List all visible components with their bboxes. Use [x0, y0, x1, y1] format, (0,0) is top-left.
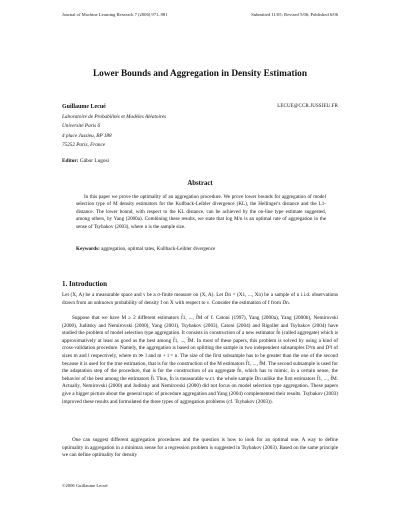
- keywords: [76, 246, 326, 252]
- paragraph: One can suggest different aggregation procedures and the question is how to look for an optimal one. A way to define optimality in aggregation in a minimax sense for a regression problem is suggested in Tsybakov (2003). Based on the same principle we can define optimality for density: [62, 437, 338, 459]
- paragraph: Let (X, A) be a measurable space and ν be a σ-finite measure on (X, A). Let Dn = (X1, ..., Xn) be a sample of n i.i.d. observations drawn from an unknown probability of density f on X with respect to ν. Consider the estimation of f from Dn.: [62, 292, 338, 306]
- editor-label: Editor:: [62, 158, 79, 164]
- affiliation-line: Laboratoire de Probabilités et Modèles Aléatoires: [62, 114, 167, 120]
- abstract-text: In this paper we prove the optimality of an aggregation procedure. We prove lower bounds for aggregation of model selection type of M density estimators for the Kullback-Leibler divergence (KL), the Hellinger's distance and the L1-distance. The lower bound, with respect to the KL distance, can be achieved by the on-line type estimate suggested, among others, by Yang (2000a). Combining these results, we state that log M/n is an optimal rate of aggregation in the sense of Tsybakov (2003), where n is the sample size.: [76, 194, 326, 230]
- journal-header: Journal of Machine Learning Research 7 (2006) 971–981: [62, 12, 168, 17]
- affiliation-line: Université Paris 6: [62, 123, 101, 130]
- author-email: LECUE@CCR.JUSSIEU.FR: [277, 104, 338, 109]
- affiliation-line: 75252 Paris, France: [62, 141, 106, 148]
- editor-name: Gábor Lugosi: [79, 158, 110, 164]
- affiliation-line: 4 place Jussieu, BP 188: [62, 132, 112, 139]
- keywords-label: Keywords:: [76, 246, 100, 252]
- editor-line: [62, 158, 109, 164]
- submission-dates: Submitted 11/05; Revised 5/06; Published 6/06: [251, 12, 338, 17]
- abstract-heading: Abstract: [187, 180, 213, 187]
- author-name: Guillaume Lecué: [62, 104, 106, 110]
- copyright-footer: ©2006 Guillaume Lecué.: [62, 483, 109, 488]
- paragraph: Suppose that we have M ≥ 2 different estimators f̂1, ..., f̂M of f. Catoni (1997), Yang (2000a), Yang (2000b), Nemirovski (2000), Juditsky and Nemirovski (2000), Yang (2001), Tsybakov (2003), Catoni (2004) and Rigollet and Tsybakov (2004) have studied the problem of model selection type aggregation. It consists in construction of a new estimator f̃n (called aggregate) which is approximatively at least as good as the best among f̂1, ..., f̂M. In most of these papers, this problem is solved by using a kind of cross-validation procedure. Namely, the aggregation is based on splitting the sample in two independent subsamples D¹m and D²l of sizes m and l respectively, where m ≫ l and m + l = n. The size of the first subsample has to be greater than the one of the second because it is used for the true estimation, that is for the construction of the M estimators f̂1, ..., f̂M. The second subsample is used for the adaptation step of the procedure, that is for the construction of an aggregate f̃n, which has to mimic, in a certain sense, the behavior of the best among the estimators f̂i. Thus, f̃n is measurable w.r.t. the whole sample Dn unlike the first estimators f̂1, ..., f̂M. Actually, Nemirovski (2000) and Juditsky and Nemirovski (2000) did not focus on model selection type aggregation. These papers give a bigger picture about the general topic of procedure aggregation and Yang (2004) complemented their results. Tsybakov (2003) improved these results and formulated the three types of aggregation problems (cf. Tsybakov (2003)).: [62, 315, 338, 405]
- keywords-list: aggregation, optimal rates, Kullback-Leibler divergence: [101, 246, 216, 252]
- paper-title: Lower Bounds and Aggregation in Density Estimation: [92, 69, 308, 79]
- section-heading: 1. Introduction: [62, 280, 107, 288]
- affiliation: [62, 113, 166, 150]
